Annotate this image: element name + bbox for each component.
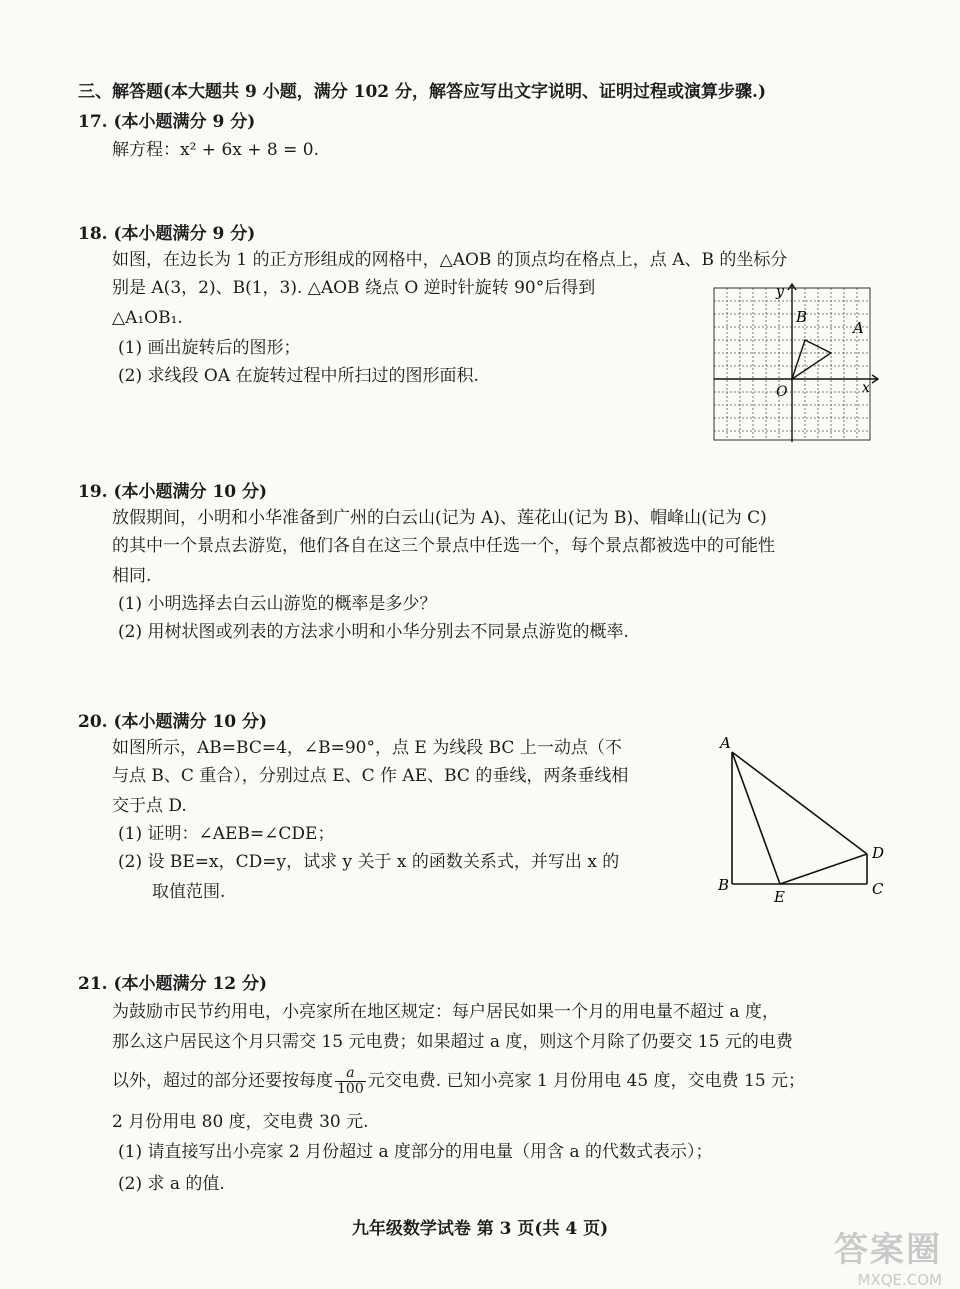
q17-equation: 解方程：x² + 6x + 8 = 0. [112, 140, 319, 160]
q18-header: 18. (本小题满分 9 分) [78, 224, 256, 244]
q20-part1: (1) 证明：∠AEB=∠CDE； [118, 824, 335, 844]
watermark [834, 1222, 942, 1289]
q20-text-line1: 如图所示，AB=BC=4，∠B=90°，点 E 为线段 BC 上一动点（不 [112, 738, 622, 758]
point-e-label: E [774, 888, 785, 906]
watermark-url: MXQE.COM [857, 1271, 942, 1289]
q21-part2: (2) 求 a 的值. [118, 1174, 225, 1194]
q19-text-line3: 相同. [112, 566, 152, 586]
q19-text-line1: 放假期间，小明和小华准备到广州的白云山(记为 A)、莲花山(记为 B)、帽峰山(记为 C) [112, 508, 767, 528]
point-b-label: B [796, 308, 808, 326]
point-a-label: A [720, 734, 731, 752]
q21-text-line1: 为鼓励市民节约用电，小亮家所在地区规定：每户居民如果一个月的用电量不超过 a 度， [112, 1002, 779, 1022]
q21-text-line3 [112, 1066, 805, 1097]
fraction-a-over-100: $\frac{a}{100}$ [337, 1065, 364, 1097]
q18-part1: (1) 画出旋转后的图形； [118, 338, 301, 358]
q18-grid-figure [708, 282, 884, 444]
q18-part2: (2) 求线段 OA 在旋转过程中所扫过的图形面积. [118, 366, 479, 386]
origin-label: O [776, 384, 788, 400]
page-footer: 九年级数学试卷 第 3 页(共 4 页) [351, 1219, 609, 1239]
q20-header: 20. (本小题满分 10 分) [78, 712, 268, 732]
q20-part2-cont: 取值范围. [152, 882, 226, 902]
q21-text-line4: 2 月份用电 80 度，交电费 30 元. [112, 1112, 369, 1132]
section-title: 三、解答题(本大题共 9 小题，满分 102 分，解答应写出文字说明、证明过程或演算步骤.) [78, 82, 766, 102]
q18-text-line2: 别是 A(3，2)、B(1，3). △AOB 绕点 O 逆时针旋转 90°后得到 [112, 278, 596, 298]
q18-text-line1: 如图，在边长为 1 的正方形组成的网格中，△AOB 的顶点均在格点上，点 A、B 的坐标分 [112, 250, 788, 270]
point-b-label: B [718, 876, 730, 894]
q20-text-line2: 与点 B、C 重合），分别过点 E、C 作 AE、BC 的垂线，两条垂线相 [112, 766, 629, 786]
q19-part1: (1) 小明选择去白云山游览的概率是多少？ [118, 594, 437, 614]
q21-text-line3-start: 以外，超过的部分还要按每度 [112, 1071, 333, 1091]
q19-text-line2: 的其中一个景点去游览，他们各自在这三个景点中任选一个，每个景点都被选中的可能性 [112, 536, 775, 556]
point-c-label: C [872, 880, 884, 898]
point-a-label: A [853, 319, 864, 337]
point-d-label: D [872, 844, 885, 862]
q20-part2: (2) 设 BE=x，CD=y，试求 y 关于 x 的函数关系式，并写出 x 的 [118, 852, 620, 872]
q21-text-line3-end: 元交电费. 已知小亮家 1 月份用电 45 度，交电费 15 元； [367, 1071, 806, 1091]
q21-header: 21. (本小题满分 12 分) [78, 974, 268, 994]
watermark-logo-text: 答案圈 [834, 1230, 942, 1270]
x-axis-label: x [862, 380, 870, 396]
y-axis-label: y [776, 284, 784, 300]
q21-text-line2: 那么这户居民这个月只需交 15 元电费；如果超过 a 度，则这个月除了仍要交 15 元的电费 [112, 1032, 793, 1052]
q20-triangle-figure [714, 730, 894, 906]
q18-text-line3: △A₁OB₁. [112, 308, 183, 328]
q21-part1: (1) 请直接写出小亮家 2 月份超过 a 度部分的用电量（用含 a 的代数式表示）； [118, 1142, 713, 1162]
q17-header: 17. (本小题满分 9 分) [78, 112, 256, 132]
q20-text-line3: 交于点 D. [112, 796, 187, 816]
q19-part2: (2) 用树状图或列表的方法求小明和小华分别去不同景点游览的概率. [118, 622, 629, 642]
q19-header: 19. (本小题满分 10 分) [78, 482, 268, 502]
